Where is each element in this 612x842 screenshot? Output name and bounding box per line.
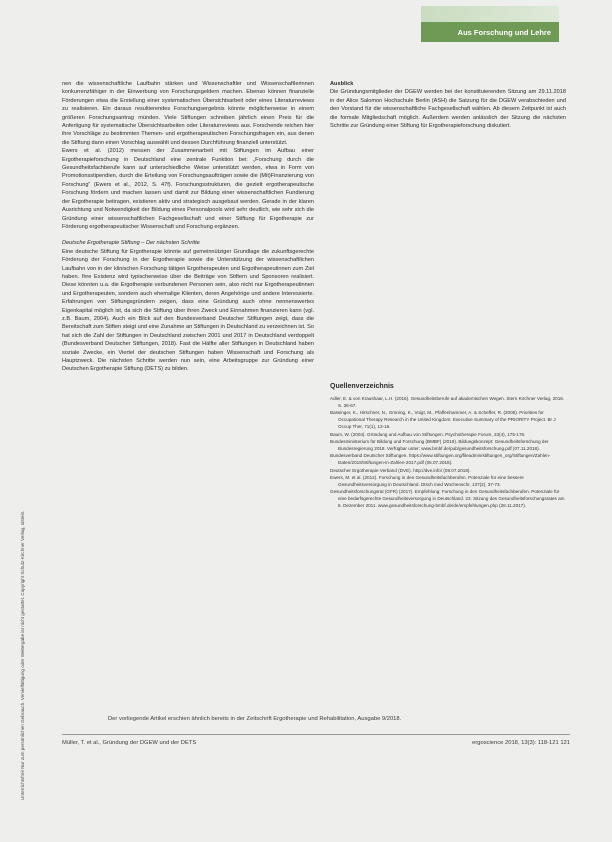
section-subheading: Deutsche Ergotherapie Stiftung – Der nächsten Schritte — [62, 240, 200, 247]
reference-item: Bassinger, K., Hirschner, N., Grüning, K., Voigt, M., Pfaffenhammer, A. & Scheffer, R. (2008). Priorities for Occupational Therapy Research in the United Kingdom: Executive Summary of the PRIORITY Project. Br J Occup Ther, 71(1), 13-16. — [330, 410, 556, 430]
footer-journal-page: ergoscience 2018, 13(3): 118-121 121 — [472, 740, 570, 746]
reference-item: Deutscher Ergotherapie Verband (DVE). http://dve.info/ (08.07.2018). — [330, 467, 471, 473]
publication-footnote: Der vorliegende Artikel erschien ähnlich bereits in der Zeitschrift Ergotherapie und Rehabilitation, Ausgabe 9/2018. — [108, 716, 402, 722]
right-column — [330, 80, 566, 130]
section-header-band — [421, 22, 559, 42]
reference-item: Baum, W. (2004). Gründung und Aufbau von Stiftungen. Psychotherapie Forum, 23(4), 175-176. — [330, 431, 526, 437]
reference-item: Bundesverband Deutscher Stiftungen. https://www.stiftungen.org/fileadmin/stiftungen_org/Stiftungen/Zahlen-Daten/2018/Stiftungen-in-Zahlen-2017.pdf (05.07.2018). — [330, 453, 551, 466]
body-paragraph: nen die wissenschaftliche Laufbahn stärken und Wissenschaftler und Wissenschaftlerinnen konkurrenzfähiger in der Einwerbung von Forschungsgeldern machen. Ebenso können finanzielle Förderungen etwa die Erstellung einer systematischen Übersichtsarbeit oder eines Literaturreviews zu realisieren. Ein daraus resultierendes Forschungsergebnis könnte möglicherweise in einem größeren Forschungsantrag münden. Viele Stiftungen schreiben jährlich einen Preis für die Anfertigung für systematische Übersichtsarbeiten oder Literaturreviews aus. Forschende reichen hier ihre Vorschläge zu bestimmten Themen- und ergotherapeutischen Forschungsfragen ein, aus denen die Stiftung dann einen Vorschlag auswählt und dessen Durchführung finanziell unterstützt. — [62, 81, 314, 146]
section-label: Aus Forschung und Lehre — [457, 27, 551, 37]
copyright-side-notice: Unterrichtsfrei! Nur zum persönlichen Gebrauch. Vervielfältigung oder Weitergabe ist nicht gestattet. Copyright Schulz-Kirchner Verlag, Idstein. — [20, 510, 25, 800]
body-paragraph: Die Gründungsmitglieder der DGEW werden bei der konstituierenden Sitzung am 29.11.2018 in der Alice Salomon Hochschule Berlin (ASH) die Satzung für die DGEW verabschieden und den Vorstand für die wissenschaftliche Fachgesellschaft wählen. Ab diesem Zeitpunkt ist auch die formale Mitgliedschaft möglich. Außerdem werden anlässlich der Sitzung die nächsten Schritte zur Gründung einer Stiftung für Ergotherapieforschung diskutiert. — [330, 89, 566, 130]
header-decoration — [421, 6, 559, 22]
body-paragraph: Eine deutsche Stiftung für Ergotherapie könnte auf gemeinnütziger Grundlage die zukunftsgerechte Förderung der Forschung in der Ergotherapie sowie die Unterstützung der wissenschaftlichen Laufbahn von in der klinischen Forschung tätigen Ergotherapeuten und Ergotherapeutinnen zum Ziel haben. Ihre Existenz wird typischerweise über die Beiträge von Stiftern und Sponsoren realisiert. Diese könnten u.a. die Ergotherapie verbundenen Personen sein, also nicht nur Ergotherapeutinnen und Ergotherapeuten, sondern auch ehemalige Klienten, deren Angehörige und andere Interessierte. Erfahrungen von Stiftungsgründern zeigen, dass eine Gründung auch ohne nennenswertes Eigenkapital möglich ist, da sich die Stiftung über ihren Zweck und Einnahmen finanzieren kann (vgl. z.B. Baum, 2004). Auch ein Blick auf den Bundesverband Deutscher Stiftungen zeigt, dass die Bereitschaft zum Stiften steigt und eine Zunahme an Stiftungen in Deutschland zu verzeichnen ist. So hat sich die Zahl der Stiftungen in Deutschland zwischen 2001 und 2017 in Deutschland verdoppelt (Bundesverband Deutscher Stiftungen, 2018). Fast die Hälfte aller Stiftungen in Deutschland haben soziale Zwecke, ein Viertel der deutschen Stiftungen haben Wissenschaft und Forschung als Hauptzweck. Die nächsten Schritte werden nun sein, eine Arbeitsgruppe zur Gründung einer Deutschen Ergotherapie Stiftung (DETS) zu bilden. — [62, 248, 314, 373]
reference-item: Bundesministerium für Bildung und Forschung (BMBF) (2018). Bildungskonzept: Gesundheitsforschung der Bundesregierung 2018. Verfügbar unter: www.bmbf.de/pub/gesundheitsforschung.pdf (07.11.2018). — [330, 438, 549, 451]
footer-divider — [62, 734, 570, 735]
reference-item: Ewers, M. et al. (2012). Forschung in den Gesundheitsfachberufen. Potenziale für eine bessere Gesundheitsversorgung in Deutschland. Dtsch med Wochenschr, 137(2), 37-73. — [330, 474, 524, 487]
reference-item: Gesundheitsforschungsrat (GFR) (2017). Empfehlung: Forschung in den Gesundheitsfachberufen. Potenziale für eine bedarfsgerechte Gesundheitsversorgung in Deutschland. 23. Sitzung des Gesundheitsforschungsrates am 6. Dezember 2011. www.gesundheitsforschung-bmbf.de/de/empfehlungen.php (28.11.2017). — [330, 489, 565, 509]
sources-heading: Quellenverzeichnis — [330, 383, 394, 390]
left-column — [62, 80, 314, 374]
footer-citation: Müller, T. et al., Gründung der DGEW und der DETS — [62, 740, 197, 746]
section-subheading: Ausblick — [330, 81, 354, 87]
body-paragraph: Ewers et al. (2012) messen der Zusammenarbeit mit Stiftungen im Aufbau einer Ergotherapieforschung in Deutschland eine zentrale Funktion bei: „Forschung durch die Gesundheitsfachberufe kann auf unterschiedliche Weise unterstützt werden, etwa in Form von Promotionsstipendien, durch die Erteilung von Forschungsaufträgen sowie die (Mit)Finanzierung von Forschung“ (Ewers et al., 2012, S. 47f). Forschungsstrukturen, die gezielt ergotherapeutische Forschung fördern und machen lassen und damit zur Bildung einer wissenschaftlichen Fundierung der Ergotherapie beitragen, existieren aktiv und strategisch ausgebaut werden. Gerade in der klaren Ausrichtung und Notwendigkeit der Bildung eines Personalpools wird sehr deutlich, wie sehr sich die Gründung einer wissenschaftlichen Fachgesellschaft und einer Stiftung für Ergotherapie zur Förderung ergotherapeutischer Wissenschaft und Forschung ergänzen. — [62, 148, 314, 230]
reference-list — [330, 396, 568, 511]
reference-item: Adler, E. & von Kraushaar, L.H. (2016). Gesundheitsberufe auf akademischen Wegen. Stern Kirchner Verlag, 2016. S. 36-67. — [330, 396, 565, 408]
